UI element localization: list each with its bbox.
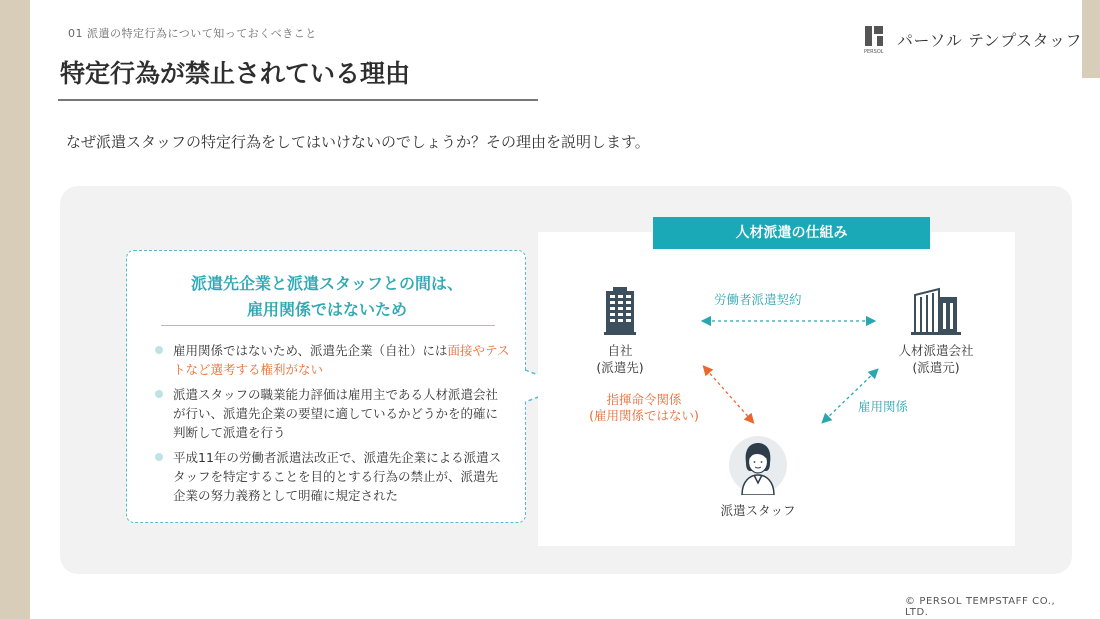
client-role: (派遣先) (596, 360, 644, 375)
reason-text: 平成11年の労働者派遣法改正で、派遣先企業による派遣スタッフを特定することを目的とする行為の禁止が、派遣先企業の努力義務として明確に規定された (173, 450, 502, 503)
agency-name: 人材派遣会社 (898, 343, 974, 358)
right-margin-strip (1082, 78, 1100, 619)
callout-divider (161, 325, 495, 326)
reason-list (155, 341, 510, 511)
bullet-dot-icon (155, 453, 163, 461)
section-label: 01 派遣の特定行為について知っておくべきこと (68, 27, 317, 40)
relationship-arrows (538, 232, 1015, 546)
callout-title-line2: 雇用関係ではないため (246, 300, 407, 319)
callout-title-line1: 派遣先企業と派遣スタッフとの間は、 (190, 274, 463, 293)
reason-callout (126, 250, 526, 523)
bullet-dot-icon (155, 390, 163, 398)
reason-text: 派遣スタッフの職業能力評価は雇用主である人材派遣会社が行い、派遣先企業の要望に適しているかどうかを的確に判断して派遣を行う (173, 387, 499, 440)
diagram-header: 人材派遣の仕組み (653, 217, 930, 249)
command-label (574, 392, 714, 424)
command-note: (雇用関係ではない) (589, 408, 699, 423)
client-name: 自社 (607, 343, 633, 358)
agency-role: (派遣元) (912, 360, 960, 375)
contract-label: 労働者派遣契約 (714, 292, 802, 307)
bullet-dot-icon (155, 346, 163, 354)
reason-text: 雇用関係ではないため、派遣先企業（自社）には (173, 343, 448, 358)
copyright: © PERSOL TEMPSTAFF CO., LTD. (905, 596, 1056, 618)
dispatch-diagram (538, 225, 1015, 546)
intro-text: なぜ派遣スタッフの特定行為をしてはいけないのでしょうか？その理由を説明します。 (66, 133, 650, 151)
command-name: 指揮命令関係 (606, 392, 682, 407)
persol-logo-mark-icon (863, 24, 889, 54)
logo-small-text: PERSOL (864, 49, 884, 54)
logo-text: パーソル テンプスタッフ (897, 30, 1083, 50)
callout-title (127, 271, 527, 323)
reason-highlight: 面接やテストなど選考する権利がない (173, 343, 510, 377)
staff-label: 派遣スタッフ (720, 503, 796, 518)
reason-item-evaluation (155, 385, 510, 442)
page-title: 特定行為が禁止されている理由 (60, 59, 411, 88)
title-underline (58, 99, 538, 101)
reason-item-interview (155, 341, 510, 379)
slide (30, 0, 1082, 619)
employment-label: 雇用関係 (858, 399, 909, 414)
persol-logo (863, 24, 1082, 54)
reason-item-law (155, 448, 510, 505)
